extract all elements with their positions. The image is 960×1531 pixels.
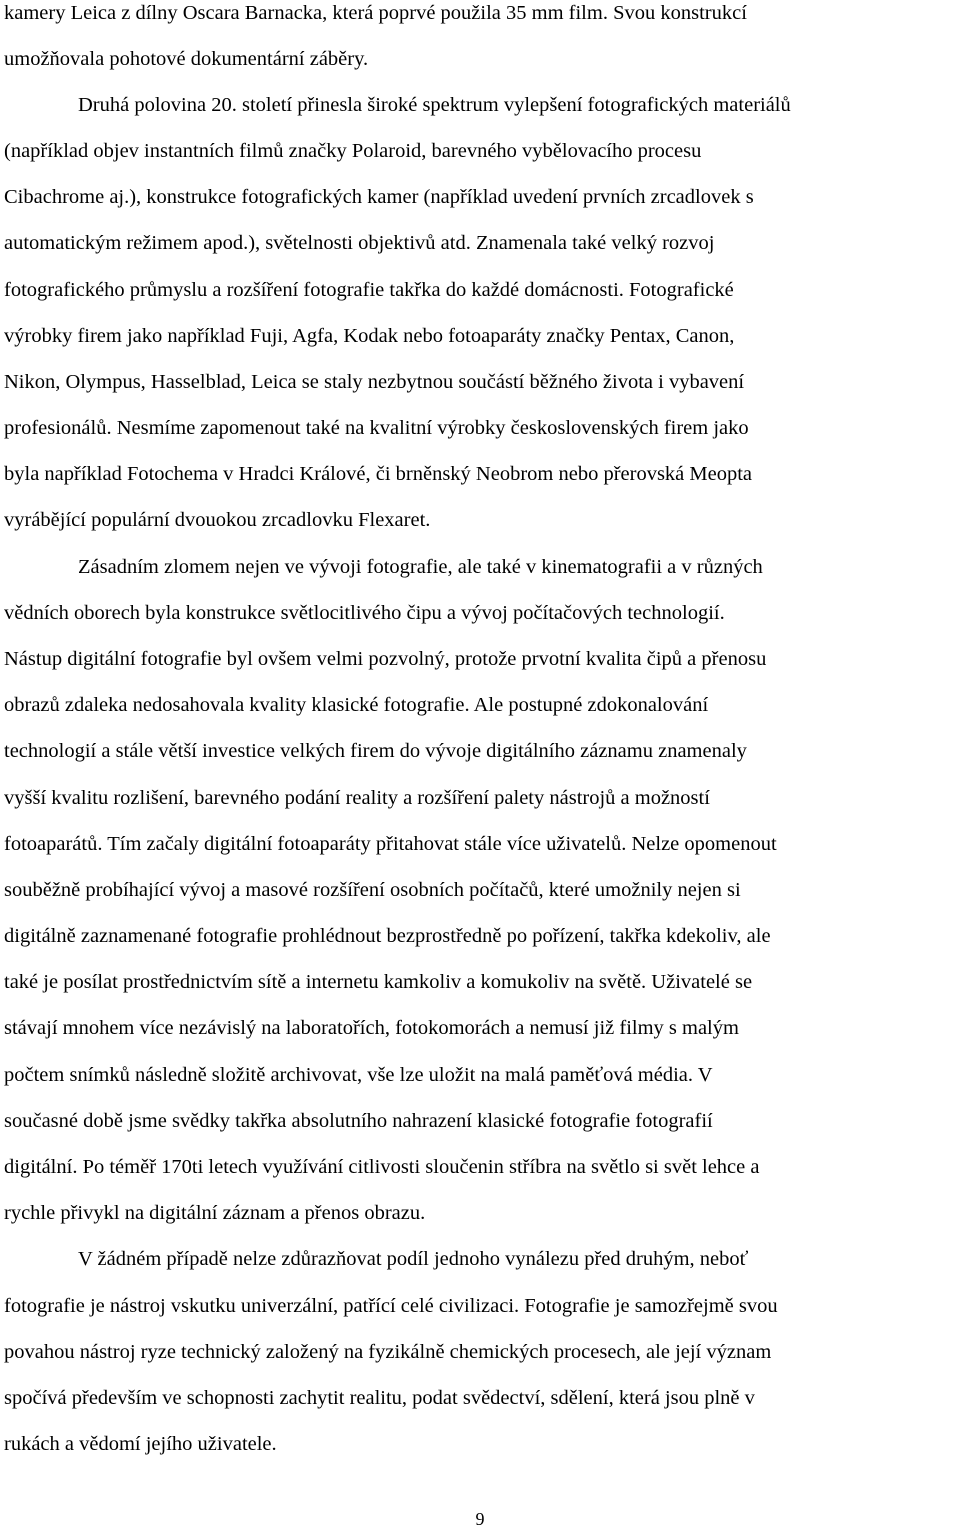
text-line: fotoaparátů. Tím začaly digitální fotoaparáty přitahovat stále více uživatelů. Nelze opomenout [4,833,777,855]
text-line: spočívá především ve schopnosti zachytit realitu, podat svědectví, sdělení, která jsou plně v [4,1387,755,1409]
text-line: povahou nástroj ryze technický založený na fyzikálně chemických procesech, ale její význam [4,1341,772,1363]
paragraph-start-line: Zásadním zlomem nejen ve vývoji fotografie, ale také v kinematografii a v různých [78,556,763,578]
text-line: digitálně zaznamenané fotografie prohlédnout bezprostředně po pořízení, takřka kdekoliv, ale [4,925,771,947]
text-line: kamery Leica z dílny Oscara Barnacka, která poprvé použila 35 mm film. Svou konstrukcí [4,2,747,24]
text-line: rychle přivykl na digitální záznam a přenos obrazu. [4,1202,426,1224]
paragraph-start-line: Druhá polovina 20. století přinesla široké spektrum vylepšení fotografických materiálů [78,94,791,116]
text-line: vědních oborech byla konstrukce světlocitlivého čipu a vývoj počítačových technologií. [4,602,725,624]
text-line: současné době jsme svědky takřka absolutního nahrazení klasické fotografie fotografií [4,1110,713,1132]
text-line: Nikon, Olympus, Hasselblad, Leica se staly nezbytnou součástí běžného života i vybavení [4,371,745,393]
text-line: stávají mnohem více nezávislý na laboratořích, fotokomorách a nemusí již filmy s malým [4,1017,739,1039]
text-line: digitální. Po téměř 170ti letech využívání citlivosti sloučenin stříbra na světlo si svět lehce a [4,1156,760,1178]
text-line: výrobky firem jako například Fuji, Agfa, Kodak nebo fotoaparáty značky Pentax, Canon, [4,325,735,347]
text-line: (například objev instantních filmů značky Polaroid, barevného vybělovacího procesu [4,140,702,162]
text-line: souběžně probíhající vývoj a masové rozšíření osobních počítačů, které umožnily nejen si [4,879,741,901]
text-line: rukách a vědomí jejího uživatele. [4,1433,277,1455]
text-line: byla například Fotochema v Hradci Králové, či brněnský Neobrom nebo přerovská Meopta [4,463,753,485]
text-line: počtem snímků následně složitě archivovat, vše lze uložit na malá paměťová média. V [4,1064,713,1086]
text-line: profesionálů. Nesmíme zapomenout také na kvalitní výrobky československých firem jako [4,417,749,439]
text-line: také je posílat prostřednictvím sítě a internetu kamkoliv a komukoliv na světě. Uživatelé se [4,971,753,993]
text-line: Cibachrome aj.), konstrukce fotografických kamer (například uvedení prvních zrcadlovek s [4,186,754,208]
text-line: obrazů zdaleka nedosahovala kvality klasické fotografie. Ale postupné zdokonalování [4,694,709,716]
text-line: fotografického průmyslu a rozšíření fotografie takřka do každé domácnosti. Fotografické [4,279,734,301]
text-line: vyšší kvalitu rozlišení, barevného podání reality a rozšíření palety nástrojů a možností [4,787,710,809]
text-line: technologií a stále větší investice velkých firem do vývoje digitálního záznamu znamenaly [4,740,747,762]
text-line: fotografie je nástroj vskutku univerzální, patřící celé civilizaci. Fotografie je samozřejmě svou [4,1295,778,1317]
text-line: vyrábějící populární dvouokou zrcadlovku Flexaret. [4,509,431,531]
paragraph-start-line: V žádném případě nelze zdůrazňovat podíl jednoho vynálezu před druhým, neboť [78,1248,749,1270]
text-line: umožňovala pohotové dokumentární záběry. [4,48,369,70]
text-line: Nástup digitální fotografie byl ovšem velmi pozvolný, protože prvotní kvalita čipů a přenosu [4,648,767,670]
page-number: 9 [475,1509,485,1529]
text-line: automatickým režimem apod.), světelnosti objektivů atd. Znamenala také velký rozvoj [4,232,715,254]
